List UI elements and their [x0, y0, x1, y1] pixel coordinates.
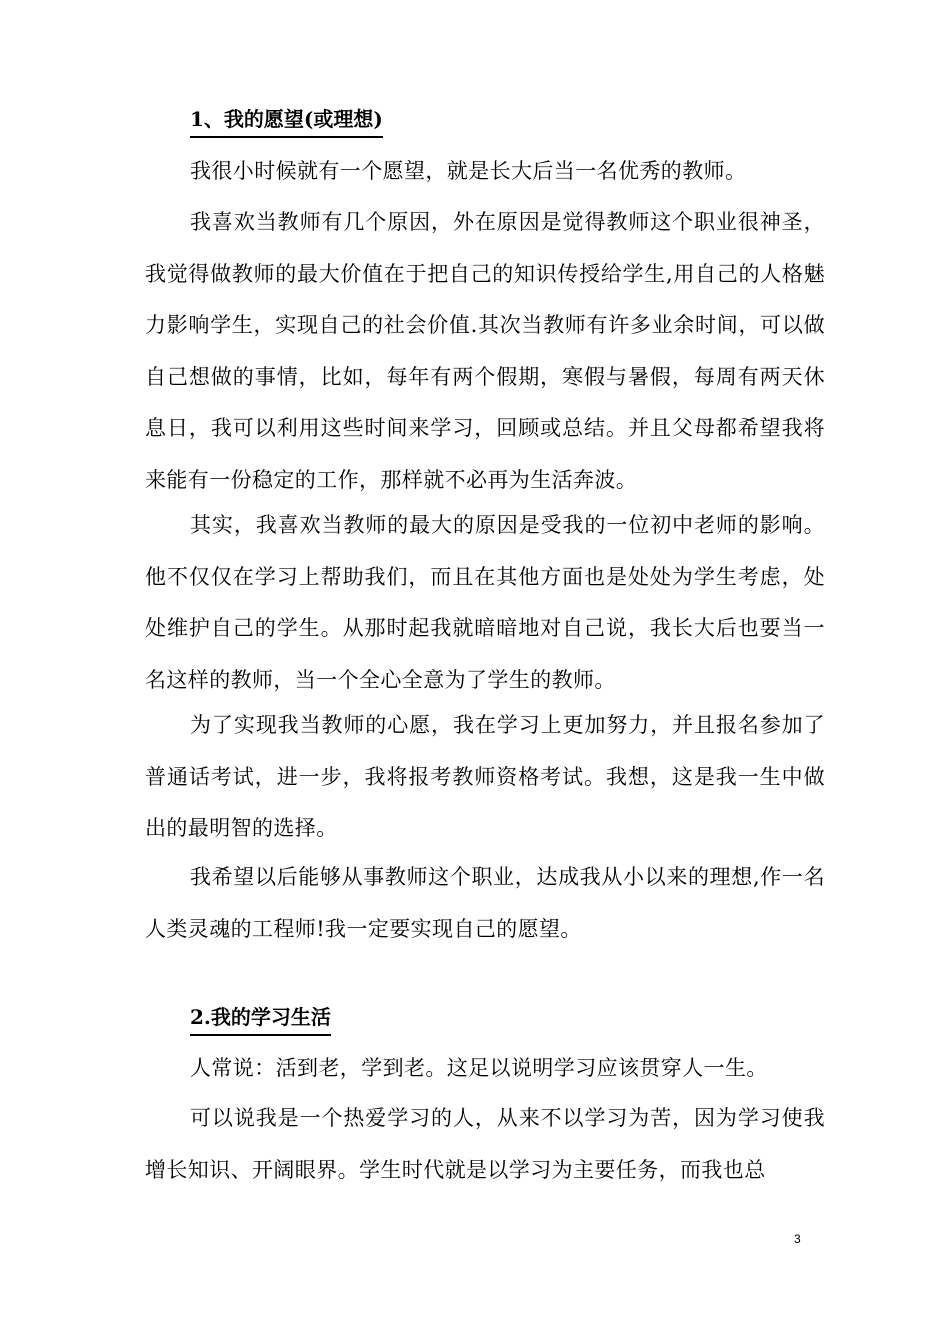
section-1-paragraph-1: 我很小时候就有一个愿望，就是长大后当一名优秀的教师。 [190, 159, 747, 183]
section-1-paragraph-5: 我希望以后能够从事教师这个职业，达成我从小以来的理想,作一名人类灵魂的工程师!我一定要实现自己的愿望。 [145, 865, 825, 941]
section-1-heading: 1、我的愿望(或理想) [190, 104, 383, 138]
section-1-paragraph-4: 为了实现我当教师的心愿，我在学习上更加努力，并且报名参加了普通话考试，进一步，我将报考教师资格考试。我想，这是我一生中做出的最明智的选择。 [145, 713, 825, 840]
section-2-paragraph-2: 可以说我是一个热爱学习的人，从来不以学习为苦，因为学习使我增长知识、开阔眼界。学生时代就是以学习为主要任务，而我也总 [145, 1106, 825, 1182]
page-number: 3 [794, 1232, 801, 1246]
section-2-heading: 2.我的学习生活 [190, 1002, 331, 1036]
section-1-paragraph-2: 我喜欢当教师有几个原因，外在原因是觉得教师这个职业很神圣，我觉得做教师的最大价值在于把自己的知识传授给学生,用自己的人格魅力影响学生，实现自己的社会价值.其次当教师有许多业余时间，可以做自己想做的事情，比如，每年有两个假期，寒假与暑假，每周有两天休息日，我可以利用这些时间来学习，回顾或总结。并且父母都希望我将来能有一份稳定的工作，那样就不必再为生活奔波。 [145, 210, 825, 492]
section-1-paragraph-3: 其实，我喜欢当教师的最大的原因是受我的一位初中老师的影响。他不仅仅在学习上帮助我们，而且在其他方面也是处处为学生考虑，处处维护自己的学生。从那时起我就暗暗地对自己说，我长大后也要当一名这样的教师，当一个全心全意为了学生的教师。 [145, 513, 825, 692]
section-2-paragraph-1: 人常说：活到老，学到老。这足以说明学习应该贯穿人一生。 [190, 1056, 768, 1080]
